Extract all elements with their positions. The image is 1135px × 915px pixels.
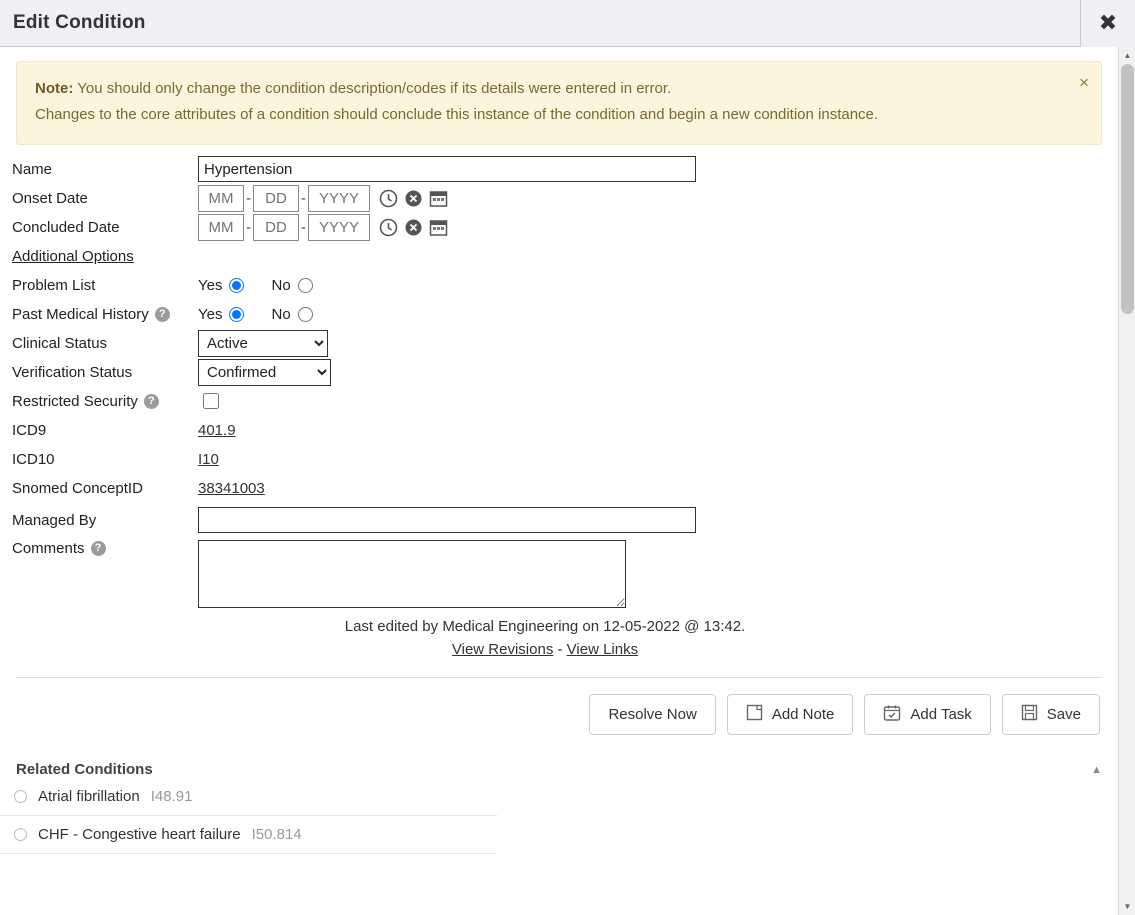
note-prefix: Note: (35, 80, 74, 97)
onset-year-input[interactable] (308, 185, 370, 212)
onset-month-input[interactable] (198, 185, 244, 212)
comments-label (0, 540, 198, 557)
add-note-button[interactable] (727, 694, 854, 735)
close-dialog-button[interactable] (1080, 0, 1135, 47)
onset-sep-1: - (246, 189, 251, 207)
concluded-year-input[interactable] (308, 214, 370, 241)
name-input[interactable] (198, 156, 696, 182)
close-icon: ✖ (1098, 10, 1118, 35)
related-condition-name: CHF - Congestive heart failure (38, 826, 241, 843)
add-note-label: Add Note (771, 706, 835, 723)
onset-date-label: Onset Date (12, 189, 88, 207)
row-clinical-status (0, 329, 1118, 357)
page-title: Edit Condition (13, 12, 146, 33)
concluded-date-label: Concluded Date (12, 218, 120, 236)
concluded-sep-1: - (246, 218, 251, 236)
problem-list-yes-label: Yes (198, 276, 223, 294)
past-medical-history-label (0, 306, 198, 323)
last-edited-text: Last edited by Medical Engineering on 12-05-2022 @ 13:42. (344, 618, 746, 635)
restricted-security-text: Restricted Security (12, 392, 138, 410)
radio-bullet-icon[interactable] (14, 790, 27, 803)
view-links-link[interactable]: View Links (566, 641, 639, 658)
help-icon[interactable]: ? (144, 394, 159, 409)
clock-icon[interactable] (379, 218, 398, 237)
name-label: Name (12, 160, 53, 178)
help-icon[interactable]: ? (155, 307, 170, 322)
action-buttons (0, 678, 1118, 735)
clinical-status-label: Clinical Status (12, 334, 108, 352)
save-disk-icon (1021, 704, 1038, 725)
revision-links (0, 641, 1090, 658)
verification-status-select[interactable] (198, 359, 331, 386)
note-line2: Changes to the core attributes of a condition should conclude this instance of the condition and begin a new condition instance. (35, 106, 879, 123)
note-banner (16, 61, 1102, 145)
note-line1: You should only change the condition description/codes if its details were entered in error. (77, 80, 672, 97)
restricted-security-checkbox[interactable] (203, 393, 219, 409)
concluded-day-input[interactable] (253, 214, 299, 241)
row-problem-list (0, 271, 1118, 299)
onset-day-input[interactable] (253, 185, 299, 212)
dialog-titlebar (0, 0, 1135, 47)
managed-by-label: Managed By (12, 511, 97, 529)
save-button[interactable] (1002, 694, 1100, 735)
calendar-icon[interactable] (429, 218, 448, 237)
additional-options-link[interactable]: Additional Options (12, 247, 134, 265)
icd9-label: ICD9 (12, 421, 47, 439)
related-conditions-title: Related Conditions (16, 761, 153, 778)
pmh-no-radio[interactable] (298, 307, 313, 322)
row-additional-options (0, 242, 1118, 270)
clear-date-icon[interactable] (404, 218, 423, 237)
row-concluded-date (0, 213, 1118, 241)
scroll-down-arrow[interactable]: ▼ (1119, 898, 1135, 915)
restricted-security-label (0, 393, 198, 410)
list-item[interactable] (0, 778, 497, 816)
row-snomed (0, 474, 1118, 502)
calendar-icon[interactable] (429, 189, 448, 208)
related-condition-name: Atrial fibrillation (38, 788, 140, 805)
row-name (0, 155, 1118, 183)
verification-status-label: Verification Status (12, 363, 133, 381)
icd10-value-link[interactable]: I10 (198, 450, 219, 468)
related-condition-code: I50.814 (251, 826, 302, 843)
dialog-body (0, 47, 1135, 915)
onset-sep-2: - (301, 189, 306, 207)
save-label: Save (1046, 706, 1081, 723)
task-calendar-icon (883, 704, 901, 726)
comments-textarea[interactable] (198, 540, 626, 608)
row-icd10 (0, 445, 1118, 473)
resolve-now-button[interactable] (589, 694, 715, 735)
condition-form (0, 145, 1118, 658)
vertical-scrollbar[interactable] (1118, 47, 1135, 915)
problem-list-label: Problem List (12, 276, 96, 294)
help-icon[interactable]: ? (91, 541, 106, 556)
chevron-up-icon[interactable]: ▲ (1091, 763, 1102, 776)
row-past-medical-history (0, 300, 1118, 328)
comments-text: Comments (12, 540, 85, 557)
scroll-content (0, 47, 1118, 915)
links-separator: - (557, 641, 563, 658)
add-task-button[interactable] (864, 694, 990, 735)
radio-bullet-icon[interactable] (14, 828, 27, 841)
clear-date-icon[interactable] (404, 189, 423, 208)
problem-list-no-radio[interactable] (298, 278, 313, 293)
row-icd9 (0, 416, 1118, 444)
problem-list-no-label: No (271, 276, 291, 294)
scroll-thumb[interactable] (1121, 64, 1134, 314)
clock-icon[interactable] (379, 189, 398, 208)
managed-by-input[interactable] (198, 507, 696, 533)
icd10-label: ICD10 (12, 450, 55, 468)
row-managed-by (0, 506, 1118, 534)
dismiss-note-button[interactable]: × (1079, 73, 1089, 92)
past-medical-history-text: Past Medical History (12, 305, 149, 323)
clinical-status-select[interactable] (198, 330, 328, 357)
pmh-yes-radio[interactable] (229, 307, 244, 322)
snomed-value-link[interactable]: 38341003 (198, 479, 265, 497)
resolve-now-label: Resolve Now (608, 706, 697, 723)
related-condition-code: I48.91 (150, 788, 193, 805)
row-comments (0, 540, 1118, 608)
view-revisions-link[interactable]: View Revisions (451, 641, 554, 658)
row-verification-status (0, 358, 1118, 386)
list-item[interactable] (0, 816, 497, 854)
concluded-sep-2: - (301, 218, 306, 236)
row-onset-date (0, 184, 1118, 212)
add-task-label: Add Task (910, 706, 972, 723)
pmh-no-label: No (271, 305, 291, 323)
pmh-yes-label: Yes (198, 305, 223, 323)
note-icon (746, 704, 763, 725)
scroll-up-arrow[interactable]: ▲ (1119, 47, 1135, 64)
concluded-month-input[interactable] (198, 214, 244, 241)
problem-list-yes-radio[interactable] (229, 278, 244, 293)
row-restricted-security (0, 387, 1118, 415)
snomed-label: Snomed ConceptID (12, 479, 143, 497)
related-conditions-header (0, 761, 1118, 778)
icd9-value-link[interactable]: 401.9 (198, 421, 236, 439)
